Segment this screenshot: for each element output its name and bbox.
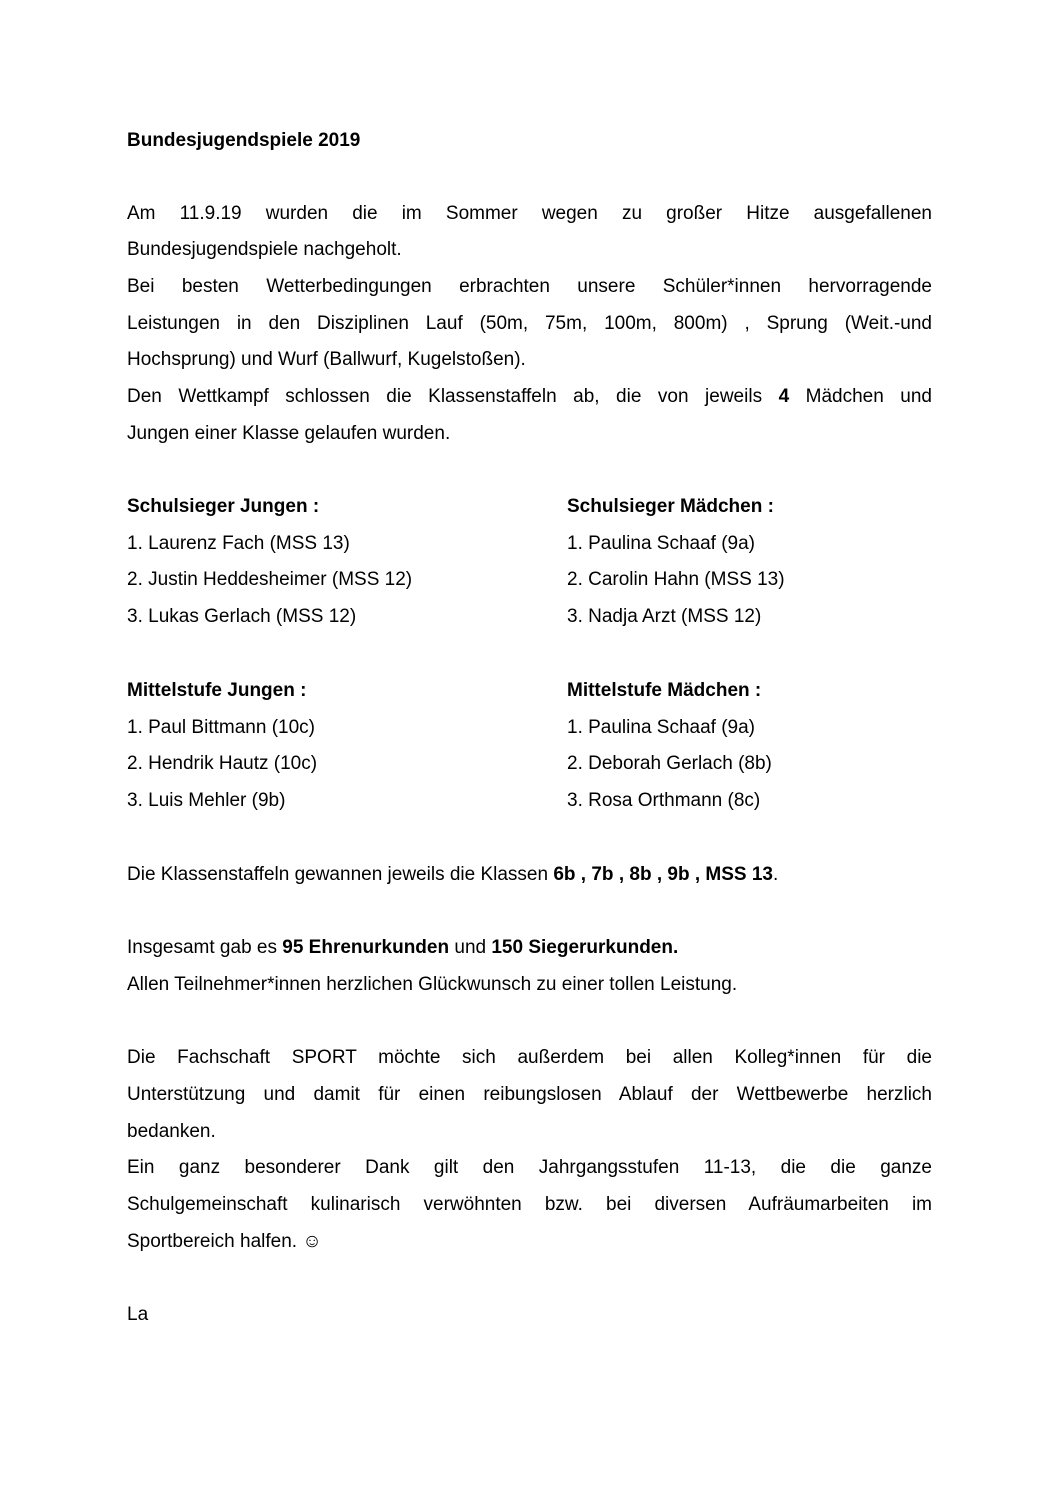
middle-girls-entry: 1. Paulina Schaaf (9a)	[567, 717, 756, 738]
school-girls-entry: 3. Nadja Arzt (MSS 12)	[567, 606, 762, 627]
intro-line-2: Bundesjugendspiele nachgeholt.	[127, 239, 402, 260]
document-title: Bundesjugendspiele 2019	[127, 130, 361, 151]
middle-girls-heading: Mittelstufe Mädchen :	[567, 680, 762, 701]
thanks-line-6: Sportbereich halfen. ☺	[127, 1231, 322, 1252]
relay-winners: Die Klassenstaffeln gewannen jeweils die Klassen 6b , 7b , 8b , 9b , MSS 13.	[127, 864, 779, 885]
intro-line-7: Jungen einer Klasse gelaufen wurden.	[127, 423, 451, 444]
middle-boys-heading: Mittelstufe Jungen :	[127, 680, 307, 701]
intro-line-5: Hochsprung) und Wurf (Ballwurf, Kugelstoßen).	[127, 349, 526, 370]
thanks-line-5: Schulgemeinschaft kulinarisch verwöhnten bzw. bei diversen Aufräumarbeiten im	[127, 1194, 932, 1215]
school-boys-entry: 2. Justin Heddesheimer (MSS 12)	[127, 569, 413, 590]
middle-girls-entry: 2. Deborah Gerlach (8b)	[567, 753, 772, 774]
school-girls-entry: 2. Carolin Hahn (MSS 13)	[567, 569, 785, 590]
thanks-line-2: Unterstützung und damit für einen reibungslosen Ablauf der Wettbewerbe herzlich	[127, 1084, 932, 1105]
thanks-line-1: Die Fachschaft SPORT möchte sich außerdem bei allen Kolleg*innen für die	[127, 1047, 932, 1068]
middle-boys-entry: 2. Hendrik Hautz (10c)	[127, 753, 318, 774]
intro-line-6: Den Wettkampf schlossen die Klassenstaffeln ab, die von jeweils 4 Mädchen und	[127, 386, 932, 407]
thanks-line-3: bedanken.	[127, 1121, 216, 1142]
thanks-line-4: Ein ganz besonderer Dank gilt den Jahrgangsstufen 11-13, die die ganze	[127, 1157, 932, 1178]
intro-line-4: Leistungen in den Disziplinen Lauf (50m, 75m, 100m, 800m) , Sprung (Weit.-und	[127, 313, 932, 334]
middle-boys-entry: 3. Luis Mehler (9b)	[127, 790, 286, 811]
intro-line-3: Bei besten Wetterbedingungen erbrachten unsere Schüler*innen hervorragende	[127, 276, 932, 297]
middle-girls-entry: 3. Rosa Orthmann (8c)	[567, 790, 761, 811]
school-boys-entry: 1. Laurenz Fach (MSS 13)	[127, 533, 350, 554]
school-girls-heading: Schulsieger Mädchen :	[567, 496, 774, 517]
certificates-summary: Insgesamt gab es 95 Ehrenurkunden und 150 Siegerurkunden.	[127, 937, 679, 958]
intro-line-1: Am 11.9.19 wurden die im Sommer wegen zu großer Hitze ausgefallenen	[127, 203, 932, 224]
school-girls-entry: 1. Paulina Schaaf (9a)	[567, 533, 756, 554]
middle-boys-entry: 1. Paul Bittmann (10c)	[127, 717, 315, 738]
signature: La	[127, 1304, 149, 1325]
school-boys-heading: Schulsieger Jungen :	[127, 496, 320, 517]
congratulations-line: Allen Teilnehmer*innen herzlichen Glückwunsch zu einer tollen Leistung.	[127, 974, 738, 995]
school-boys-entry: 3. Lukas Gerlach (MSS 12)	[127, 606, 357, 627]
